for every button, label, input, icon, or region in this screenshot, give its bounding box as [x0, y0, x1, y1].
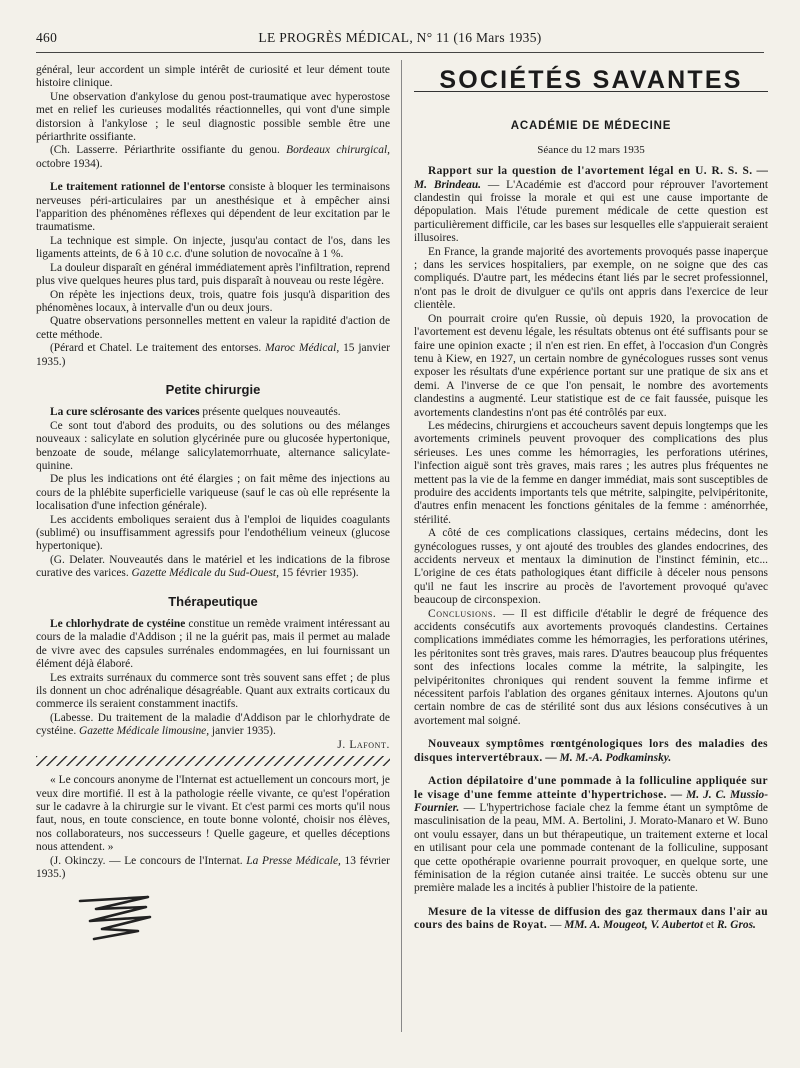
paragraph: Ce sont tout d'abord des produits, ou des solutions ou des mélanges nouveaux : salicylate en solution glycérinée pure ou glucosée hypertonique, benzoate de soude, mélange salicylatemorrhuate, alternance salicylate-quinine. — [36, 419, 390, 472]
author-name: — M. J. C. Mussio-Fournier. — [414, 788, 768, 814]
column-divider — [401, 60, 402, 1032]
paragraph: La douleur disparaît en général immédiatement après l'infiltration, reprend plus vive quelques heures plus tard, puis disparaît à nouveau ou reste légère. — [36, 261, 390, 288]
reference: (J. Okinczy. — Le concours de l'Internat. La Presse Médicale, 13 février 1935.) — [36, 854, 390, 880]
paragraph: La cure sclérosante des varices présente quelques nouveautés. — [50, 406, 341, 419]
paragraph: Mesure de la vitesse de diffusion des gaz thermaux dans l'air au cours des bains de Royat. — MM. A. Mougeot, V. Aubertot et R. Gros. — [414, 905, 768, 932]
header-rule — [36, 52, 764, 53]
quotation: « Le concours anonyme de l'Internat est actuellement un concours mort, je veux dire mortifié. Il est à la pathologie réelle vivante, ce qu'est l'opération sur le cadavre à la chirurgie sur le vivant. Et c'est parmi ces morts qu'il nous faut, nous, en toute conscience, en toute bonne volonté, choisir nos élèves, nos collaborateurs, nos successeurs ! Quelle gageure, et quelles déceptions nous attendent. » — [36, 774, 390, 854]
lead-phrase: Le chlorhydrate de cystéine — [50, 618, 186, 631]
page-number: 460 — [36, 30, 58, 45]
academy-heading: ACADÉMIE DE MÉDECINE — [510, 120, 672, 133]
lead-phrase: Action dépilatoire d'une pommade à la folliculine appliquée sur le visage d'une femme atteinte d'hypertrichose. — [414, 775, 768, 801]
paragraph: De plus les indications ont été élargies ; on fait même des injections au cours de la phlébite superficielle variqueuse (sauf le cas où elle représente la localisation d'une infection générale). — [36, 473, 390, 513]
reference: (Ch. Lasserre. Périarthrite ossifiante du genou. Bordeaux chirurgical, octobre 1934). — [36, 144, 390, 170]
paragraph — [414, 738, 768, 765]
page-header — [36, 30, 764, 52]
lead-phrase: Nouveaux symptômes rœntgénologiques lors des maladies des disques intervertébraux. — [414, 738, 768, 764]
left-column — [36, 64, 390, 946]
lead-phrase: La cure sclérosante des varices — [50, 406, 200, 419]
right-column — [414, 64, 768, 933]
paragraph: En France, la grande majorité des avortements provoqués passe inaperçue ; dans les services hospitaliers, par exemple, on ne soigne que des cas compliqués. D'autre part, les médecins étant liés par le secret professionnel, n'ont pas le droit de divulguer ce qu'ils ont appris dans l'exercice de leur clientèle. — [414, 245, 768, 312]
running-title: LE PROGRÈS MÉDICAL, N° 11 (16 Mars 1935) — [258, 30, 542, 45]
paragraph: Le chlorhydrate de cystéine constitue un remède vraiment intéressant au cours de la maladie d'Addison ; il ne la guérit pas, mais il permet au malade de vivre avec des capsules surrénales endommagées, en lui fournissant un élément déjà élaboré. — [36, 618, 390, 671]
lead-phrase: Le traitement rationnel de l'entorse — [50, 181, 226, 194]
author-name: R. Gros. — [716, 919, 756, 932]
ornamental-divider — [36, 756, 390, 766]
paragraph: La technique est simple. On injecte, jusqu'au contact de l'os, dans les ligaments atteints, de 6 à 10 c.c. d'une solution de novocaïne à 1 %. — [36, 234, 390, 261]
reference: (Pérard et Chatel. Le traitement des entorses. Maroc Médical, 15 janvier 1935.) — [36, 342, 390, 368]
reference: (G. Delater. Nouveautés dans le matériel et les indications de la fibrose curative des varices. Gazette Médicale du Sud-Ouest, 15 février 1935). — [36, 553, 390, 580]
paragraph: Conclusions. — Il est difficile d'établir le degré de fréquence des accidents consécutifs aux avortements provoqués clandestins. Certaines complications immédiates comme les hémorragies, les perforations utérines, les péritonites sont très graves, mais rares. D'autres beaucoup plus fréquentes sont des infections locales comme la métrite, la salpingite, les pelvipéritonites chroniques qui rendent souvent la femme infirme et nécessitent parfois l'ablation des organes génitaux internes. Ajoutons qu'un certain nombre de cas de stérilité sont dus aux lésions consécutives à un avortement mal soigné. — [414, 607, 768, 727]
paragraph: On répète les injections deux, trois, quatre fois jusqu'à disparition des phénomènes locaux, à intervalle d'un ou deux jours. — [36, 288, 390, 314]
paragraph: Quatre observations personnelles mettent en valeur la rapidité d'action de cette méthode. — [36, 315, 390, 341]
section-heading: Petite chirurgie — [165, 381, 261, 397]
author-name: — M. M.-A. Podkaminsky. — [542, 751, 672, 764]
paragraph: général, leur accordent un simple intérêt de curiosité et leur dément toute histoire clinique. — [36, 64, 390, 90]
paragraph: Action dépilatoire d'une pommade à la folliculine appliquée sur le visage d'une femme atteinte d'hypertrichose. — M. J. C. Mussio-Fournier. — L'hypertrichose faciale chez la femme étant un symptôme de masculinisation de la peau, MM. A. Bertolini, J. Morato-Manaro et W. Buno ont voulu essayer, dans un but thérapeutique, un traitement externe et local en utilisant pour cela une pommade contenant de la folliculine, supposant que cette opothérapie ovarienne pourrait provoquer, en quelque sorte, une féminisation de la région cutanée ainsi traitée. Le succès obtenu sur une première malade les a incités à publier l'histoire de la patiente. — [414, 775, 768, 895]
paragraph: Une observation d'ankylose du genou post-traumatique avec hyperostose met en relief les curieuses modalités réactionnelles, qui vont d'une simple distorsion à l'ankylose ; le seul diagnostic possible semble être une périarthrite ossifiante. — [36, 90, 390, 144]
paragraph: Les extraits surrénaux du commerce sont très souvent sans effet ; de plus ils donnent un choc adrénalique désagréable. Quant aux extraits corticaux du commerce ils seraient constamment inactifs. — [36, 671, 390, 711]
section-heading: Thérapeutique — [168, 593, 258, 609]
paragraph: Les médecins, chirurgiens et accoucheurs savent depuis longtemps que les avortements criminels peuvent provoquer des complications des plus sérieuses. Les unes comme les hémorragies, les perforations utérines, l'infection aiguë sont très graves, mais rares ; les autres plus fréquentes ne mettent pas la vie de la femme en danger immédiat, mais sont susceptibles de produire des accidents importants tels que métrite, salpingite, pelvipéritonite, d'autres enfin menacent les fonctions génitales de la femme : aménorrhée, stérilité. — [414, 419, 768, 526]
paragraph: A côté de ces complications classiques, certains médecins, dont les gynécologues russes, y ont ajouté des troubles des glandes endocrines, des accidents nerveux et mentaux la diminution de l'instinct féminin, etc... L'origine de ces états pathologiques étant difficile à déceler nous pensons qu'il ne faut les inscrire au procès de l'avortement provoqué qu'avec beaucoup de circonspexion. — [414, 527, 768, 607]
author-name: — M. Brindeau. — [414, 165, 768, 191]
paragraph: Rapport sur la question de l'avortement légal en U. R. S. S. — M. Brindeau. — L'Académie est d'accord pour réprouver l'avortement clandestin qui froisse la morale et qui est une cause importante de dépopulation. Mais l'étude purement médicale de cette question est particulièrement difficile, car les bases sur lesquelles elle s'appuierait seraient illusoires. — [414, 165, 769, 245]
flourish-ornament — [76, 895, 390, 945]
section-banner-title: SOCIÉTÉS SAVANTES — [414, 74, 768, 92]
author-signature: J. Lafont. — [337, 738, 390, 751]
paragraph: Les accidents emboliques seraient dus à l'emploi de liquides coagulants (sublimé) ou insuffisamment agressifs pour l'endothélium veineux (glucose hypertonique). — [36, 513, 390, 553]
session-date: Séance du 12 mars 1935 — [537, 143, 645, 156]
lead-phrase: Mesure de la vitesse de diffusion des gaz thermaux dans l'air au cours des bains de Royat. — [414, 905, 768, 932]
reference: (Labesse. Du traitement de la maladie d'Addison par le chlorhydrate de cystéine. Gazette Médicale limousine, janvier 1935). — [36, 711, 390, 738]
paragraph: On pourrait croire qu'en Russie, où depuis 1920, la provocation de l'avortement est devenu légale, les résultats obtenus ont été suffisants pour se faire une opinion exacte ; il n'en est rien. En effet, à l'occasion d'un Congrès tenu à Kiew, en 1927, un certain nombre de gynécologues russes sont venus exposer les résultats d'une expérience portant sur une pratique de six ans et demi. A l'inverse de ce que l'on pensait, le nombre des avortements clandestins a augmenté. Leur statistique est de ce fait faussée, puisque les avortements clandestins n'ont pas été contrôlés par eux. — [414, 312, 768, 419]
author-name: MM. A. Mougeot, V. Aubertot — [564, 919, 704, 932]
lead-phrase: Conclusions. — [428, 607, 497, 620]
paragraph: Le traitement rationnel de l'entorse consiste à bloquer les terminaisons nerveuses péri-articulaires par un anesthésique et à empêcher ainsi l'apparition des phénomènes réflexes qui dépendent de leur excitation par le traumatisme. — [36, 181, 390, 234]
lead-phrase: Rapport sur la question de l'avortement légal en U. R. S. S. — [428, 165, 753, 178]
